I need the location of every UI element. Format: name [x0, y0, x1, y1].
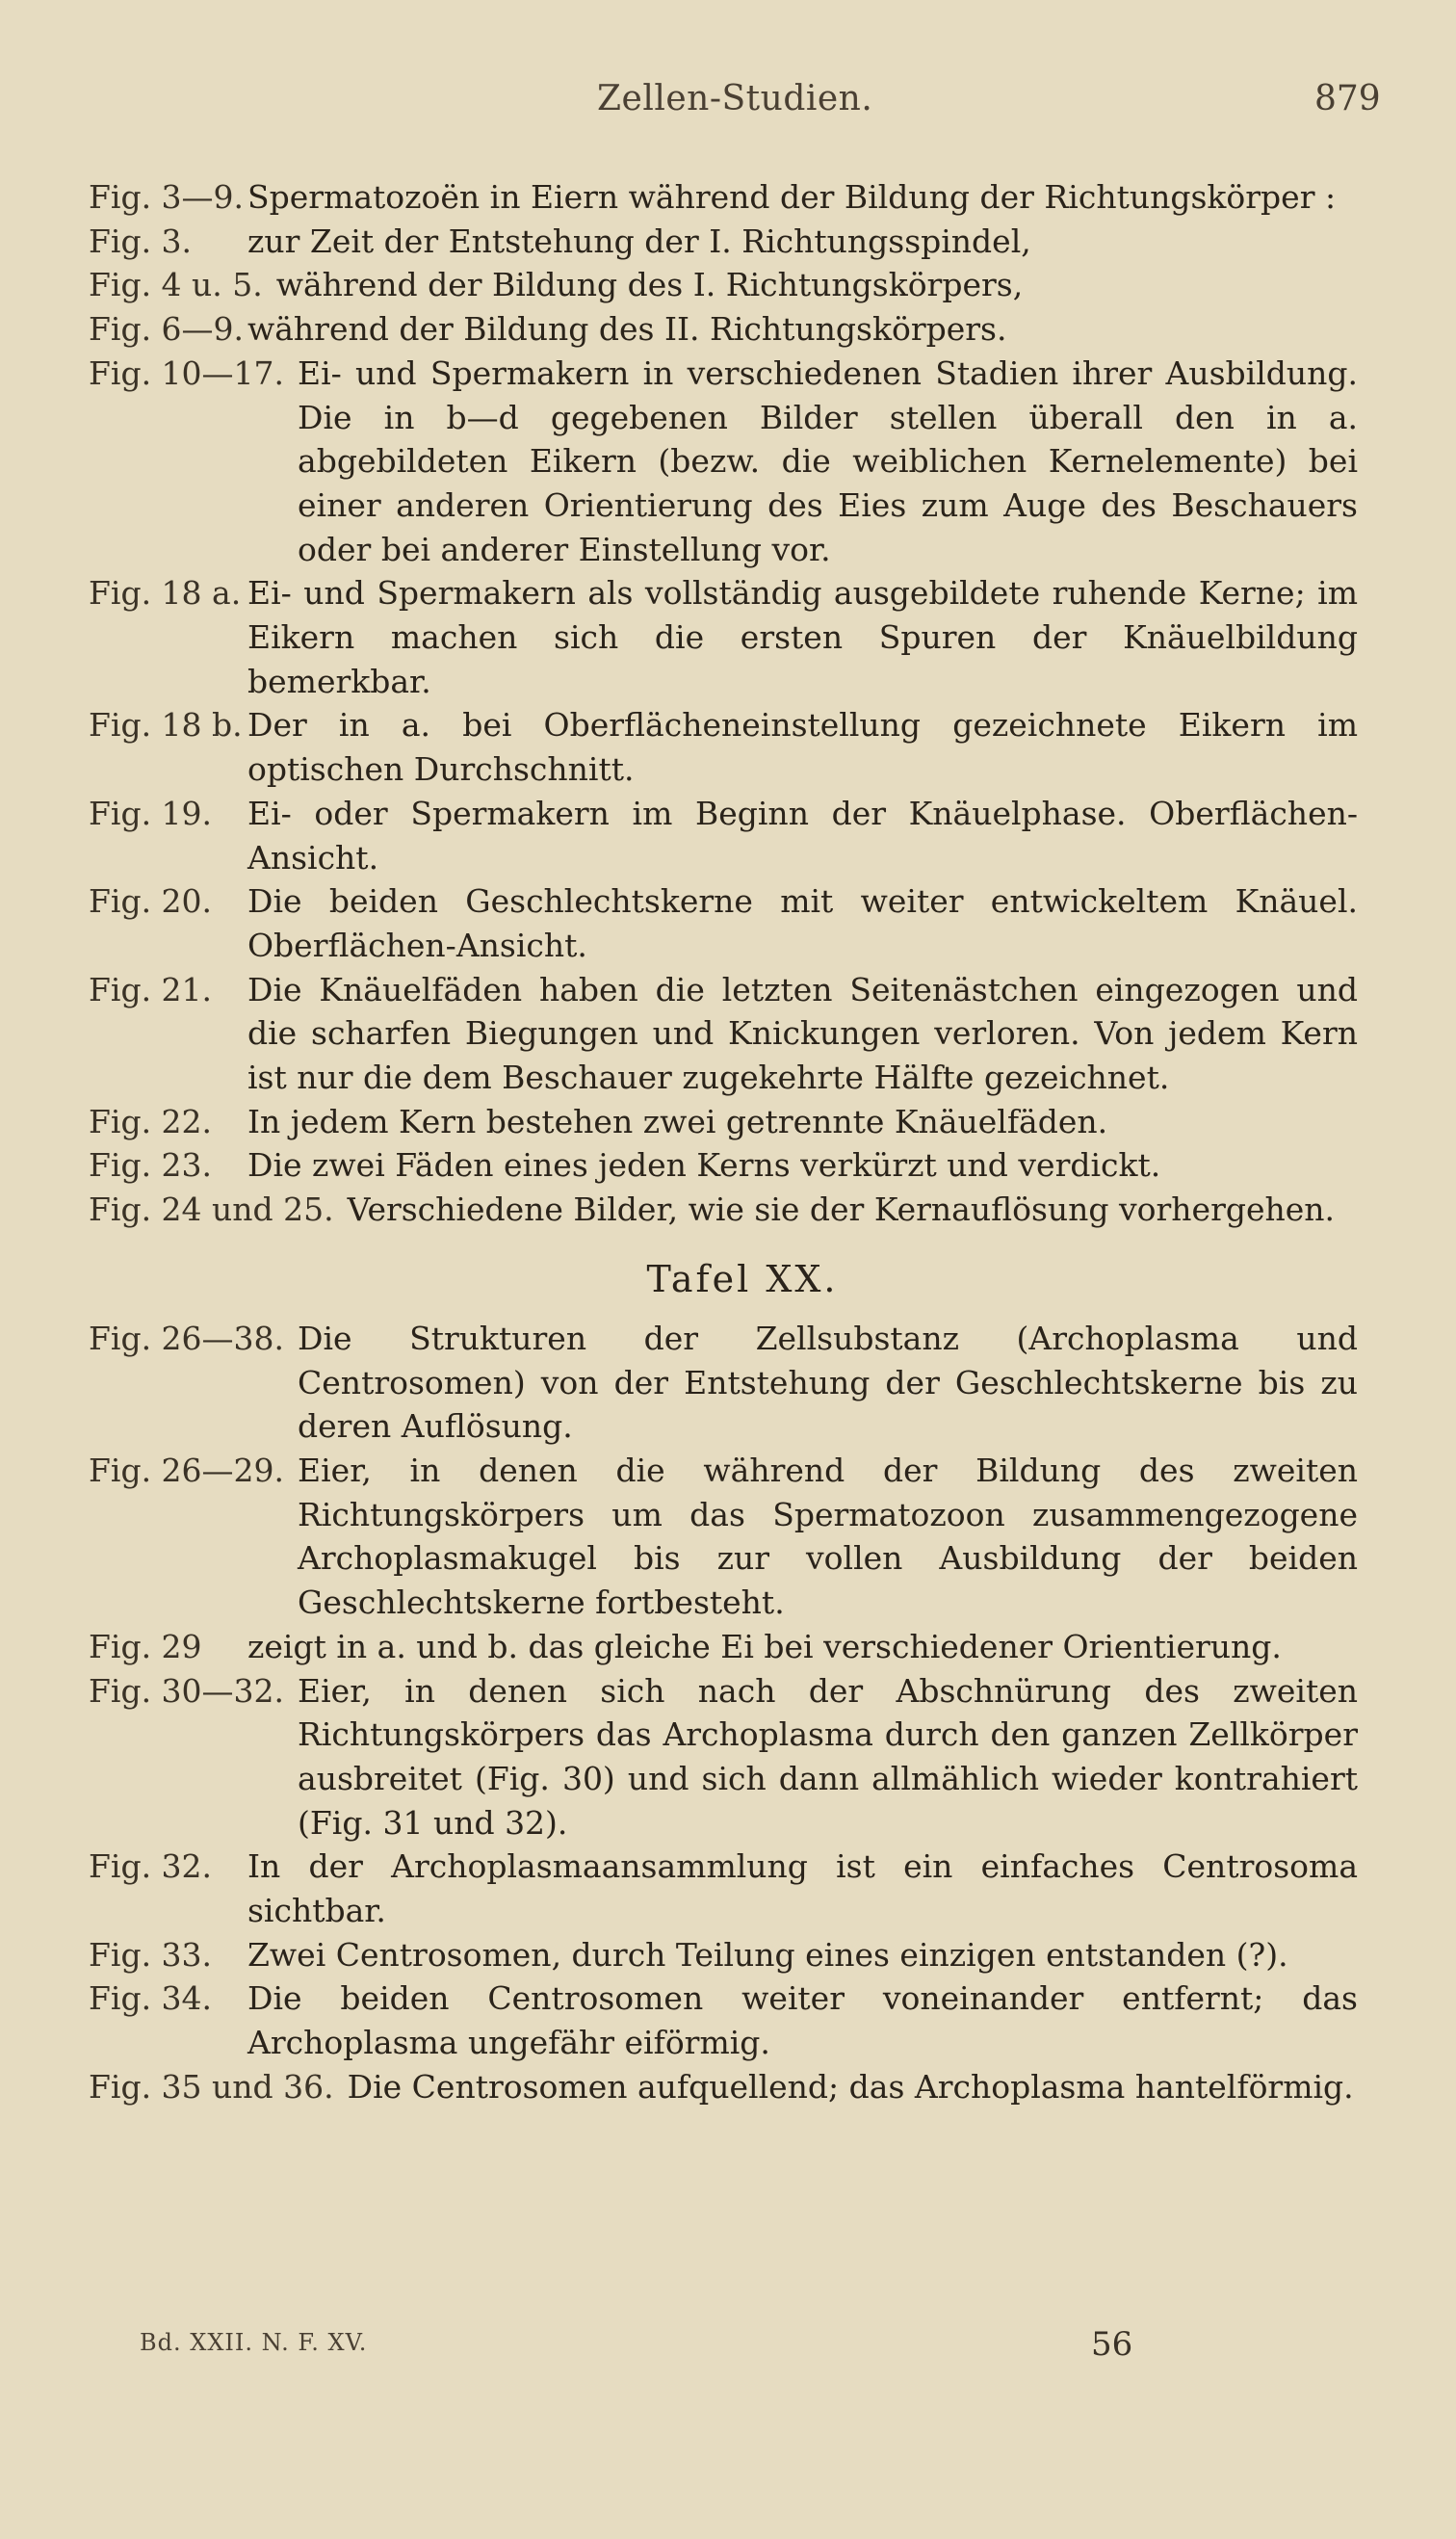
figure-caption: Der in a. bei Oberflächeneinstellung gezeichnete Eikern im optischen Durchschnitt. [247, 706, 1358, 789]
figure-label: Fig. 6—9. [89, 310, 245, 349]
figure-entry [89, 1449, 1358, 1625]
figure-label: Fig. 18 b. [89, 706, 243, 745]
page-number: 879 [1314, 79, 1381, 118]
figure-entry [89, 703, 1358, 791]
figure-entry [89, 1317, 1358, 1449]
figure-caption: Ei- und Spermakern in verschiedenen Stadien ihrer Ausbildung. Die in b—d gegebenen Bilder stellen überall den in a. abgebildeten Eikern (bezw. die weiblichen Kernelemente) bei einer anderen Orientierung des Eies zum Auge des Beschauers oder bei anderer Einstellung vor. [298, 353, 1358, 568]
figure-caption: Eier, in denen die während der Bildung des zweiten Richtungskörpers um das Spermatozoon zusammengezogene Archoplasmakugel bis zur vollen Ausbildung der beiden Geschlechtskerne fortbesteht. [298, 1451, 1358, 1622]
figure-label: Fig. 23. [89, 1146, 213, 1185]
figure-label: Fig. 3. [89, 222, 193, 260]
figure-label: Fig. 19. [89, 794, 213, 832]
figure-label: Fig. 30—32. [89, 1671, 285, 1710]
figure-label: Fig. 26—38. [89, 1319, 285, 1357]
figure-caption: Die beiden Geschlechtskerne mit weiter entwickeltem Knäuel. Oberflächen-Ansicht. [247, 882, 1358, 964]
figure-entry [89, 792, 1358, 879]
figure-list-tafel-xix [89, 175, 1358, 1232]
figure-label: Fig. 24 und 25. [89, 1191, 334, 1229]
figure-label: Fig. 20. [89, 882, 213, 921]
figure-entry [89, 1845, 1358, 1932]
figure-legend-body [89, 175, 1358, 2109]
figure-entry [89, 263, 1358, 307]
figure-label: Fig. 3—9. [89, 178, 245, 216]
figure-entry [89, 352, 1358, 572]
figure-label: Fig. 34. [89, 1979, 213, 2018]
running-header [0, 79, 1456, 127]
figure-entry [89, 2065, 1358, 2109]
figure-caption: Zwei Centrosomen, durch Teilung eines einzigen entstanden (?). [247, 1935, 1288, 1974]
figure-caption: während der Bildung des I. Richtungskörpers, [275, 266, 1024, 304]
figure-caption: In der Archoplasmaansammlung ist ein einfaches Centrosoma sichtbar. [247, 1847, 1358, 1930]
figure-entry [89, 968, 1358, 1100]
figure-entry [89, 1933, 1358, 1977]
running-title: Zellen-Studien. [597, 79, 873, 118]
figure-entry [89, 879, 1358, 967]
figure-entry [89, 220, 1358, 264]
figure-entry [89, 1143, 1358, 1188]
figure-entry [89, 571, 1358, 703]
figure-label: Fig. 32. [89, 1847, 213, 1886]
figure-label: Fig. 33. [89, 1935, 213, 1974]
figure-label: Fig. 4 u. 5. [89, 266, 263, 304]
figure-caption: Die beiden Centrosomen weiter voneinander entfernt; das Archoplasma ungefähr eiförmig. [247, 1979, 1358, 2062]
figure-caption: Ei- oder Spermakern im Beginn der Knäuelphase. Oberflächen-Ansicht. [247, 794, 1358, 877]
figure-caption: Ei- und Spermakern als vollständig ausgebildete ruhende Kerne; im Eikern machen sich die ersten Spuren der Knäuelbildung bemerkbar. [247, 574, 1358, 700]
figure-caption: Eier, in denen sich nach der Abschnürung des zweiten Richtungskörpers das Archoplasma durch den ganzen Zellkörper ausbreitet (Fig. 30) und sich dann allmählich wieder kontrahiert (Fig. 31 und 32). [298, 1671, 1358, 1842]
figure-entry [89, 1100, 1358, 1144]
figure-label: Fig. 18 a. [89, 574, 242, 613]
figure-caption: Die Centrosomen aufquellend; das Archoplasma hantelförmig. [347, 2067, 1354, 2106]
figure-entry [89, 1188, 1358, 1232]
figure-entry [89, 1669, 1358, 1845]
figure-entry [89, 1625, 1358, 1669]
figure-label: Fig. 10—17. [89, 353, 285, 392]
figure-list-tafel-xx [89, 1317, 1358, 2109]
signature-number: 56 [1091, 2325, 1133, 2364]
figure-caption: In jedem Kern bestehen zwei getrennte Knäuelfäden. [247, 1102, 1108, 1140]
figure-label: Fig. 35 und 36. [89, 2067, 334, 2106]
figure-label: Fig. 29 [89, 1627, 202, 1665]
figure-label: Fig. 26—29. [89, 1451, 285, 1489]
figure-entry [89, 175, 1358, 220]
figure-caption: Verschiedene Bilder, wie sie der Kernauflösung vorhergehen. [347, 1191, 1336, 1229]
figure-label: Fig. 21. [89, 970, 213, 1008]
section-title: Tafel XX. [646, 1257, 839, 1300]
figure-caption: Spermatozoën in Eiern während der Bildung der Richtungskörper : [247, 178, 1337, 216]
figure-label: Fig. 22. [89, 1102, 213, 1140]
figure-caption: Die Strukturen der Zellsubstanz (Archoplasma und Centrosomen) von der Entstehung der Geschlechtskerne bis zu deren Auflösung. [298, 1319, 1358, 1446]
figure-caption: während der Bildung des II. Richtungskörpers. [247, 310, 1007, 349]
signature-mark: Bd. XXII. N. F. XV. [140, 2329, 368, 2356]
figure-caption: Die zwei Fäden eines jeden Kerns verkürzt und verdickt. [247, 1146, 1161, 1185]
figure-entry [89, 1976, 1358, 2064]
figure-entry [89, 307, 1358, 352]
figure-caption: zeigt in a. und b. das gleiche Ei bei verschiedener Orientierung. [247, 1627, 1282, 1665]
figure-caption: zur Zeit der Entstehung der I. Richtungsspindel, [247, 222, 1031, 260]
figure-caption: Die Knäuelfäden haben die letzten Seitenästchen eingezogen und die scharfen Biegungen und Knickungen verloren. Von jedem Kern ist nur die dem Beschauer zugekehrte Hälfte gezeichnet. [247, 970, 1358, 1097]
